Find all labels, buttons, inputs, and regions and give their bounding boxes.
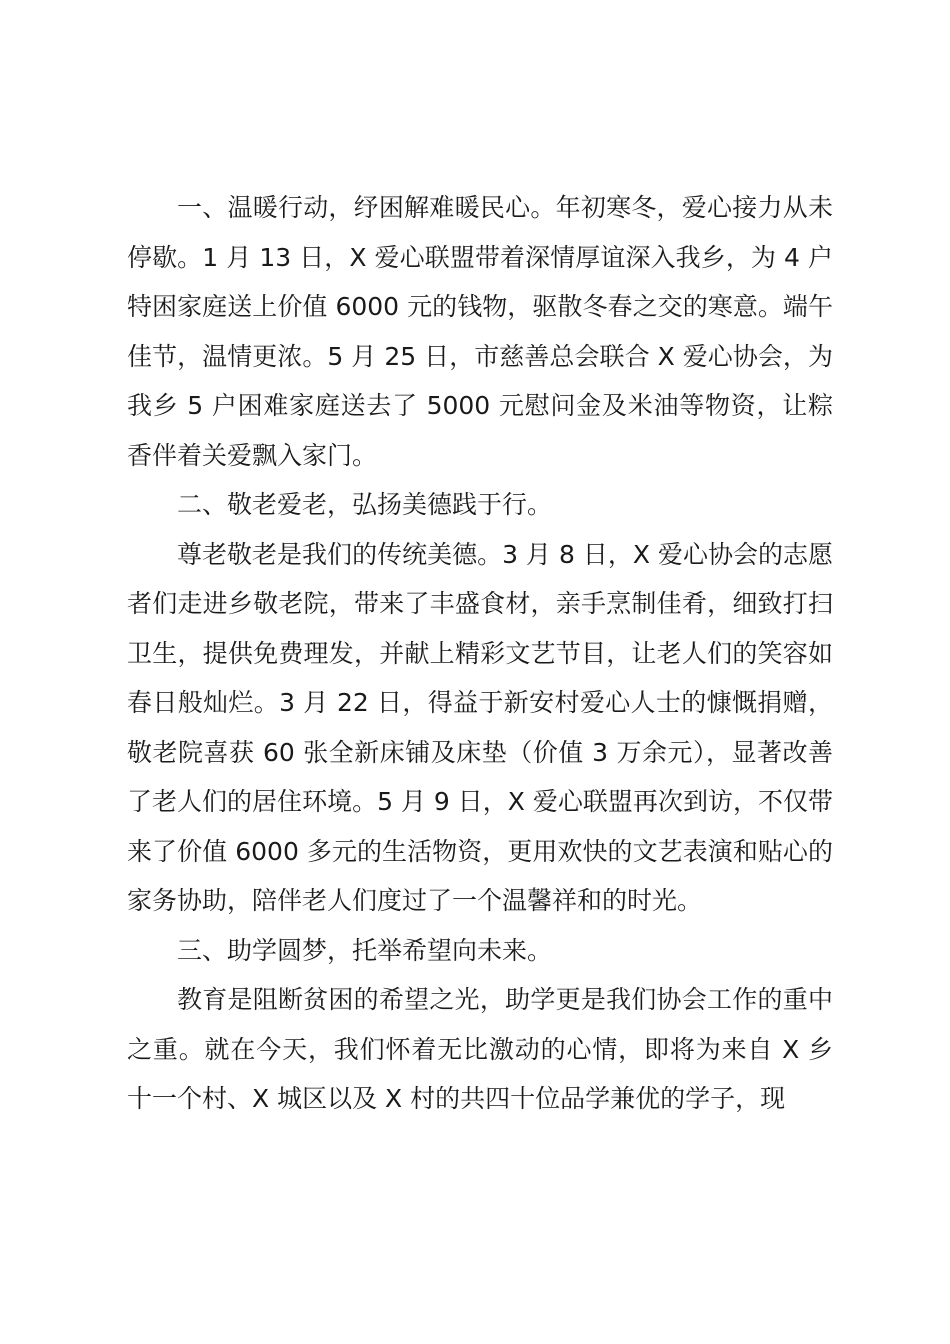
- paragraph-warmth-action: 一、温暖行动，纾困解难暖民心。年初寒冬，爱心接力从未停歇。1 月 13 日，X 爱心联盟带着深情厚谊深入我乡，为 4 户特困家庭送上价值 6000 元的钱物，驱散冬春之交的寒意。端午佳节，温情更浓。5 月 25 日，市慈善总会联合 X 爱心协会，为我乡 5 户困难家庭送去了 5000 元慰问金及米油等物资，让粽香伴着关爱飘入家门。: [127, 193, 833, 470]
- document-body: [127, 183, 833, 1124]
- paragraph-education-support: 教育是阻断贫困的希望之光，助学更是我们协会工作的重中之重。就在今天，我们怀着无比激动的心情，即将为来自 X 乡十一个村、X 城区以及 X 村的共四十位品学兼优的学子，现: [127, 985, 833, 1113]
- heading-respect-elderly: 二、敬老爱老，弘扬美德践于行。: [177, 490, 553, 519]
- heading-education-support: 三、助学圆梦，托举希望向未来。: [177, 935, 553, 965]
- paragraph-respect-elderly: 尊老敬老是我们的传统美德。3 月 8 日，X 爱心协会的志愿者们走进乡敬老院，带来了丰盛食材，亲手烹制佳肴，细致打扫卫生，提供免费理发，并献上精彩文艺节目，让老人们的笑容如春日般灿烂。3 月 22 日，得益于新安村爱心人士的慷慨捐赠，敬老院喜获 60 张全新床铺及床垫（价值 3 万余元），显著改善了老人们的居住环境。5 月 9 日，X 爱心联盟再次到访，不仅带来了价值 6000 多元的生活物资，更用欢快的文艺表演和贴心的家务协助，陪伴老人们度过了一个温馨祥和的时光。: [127, 539, 833, 915]
